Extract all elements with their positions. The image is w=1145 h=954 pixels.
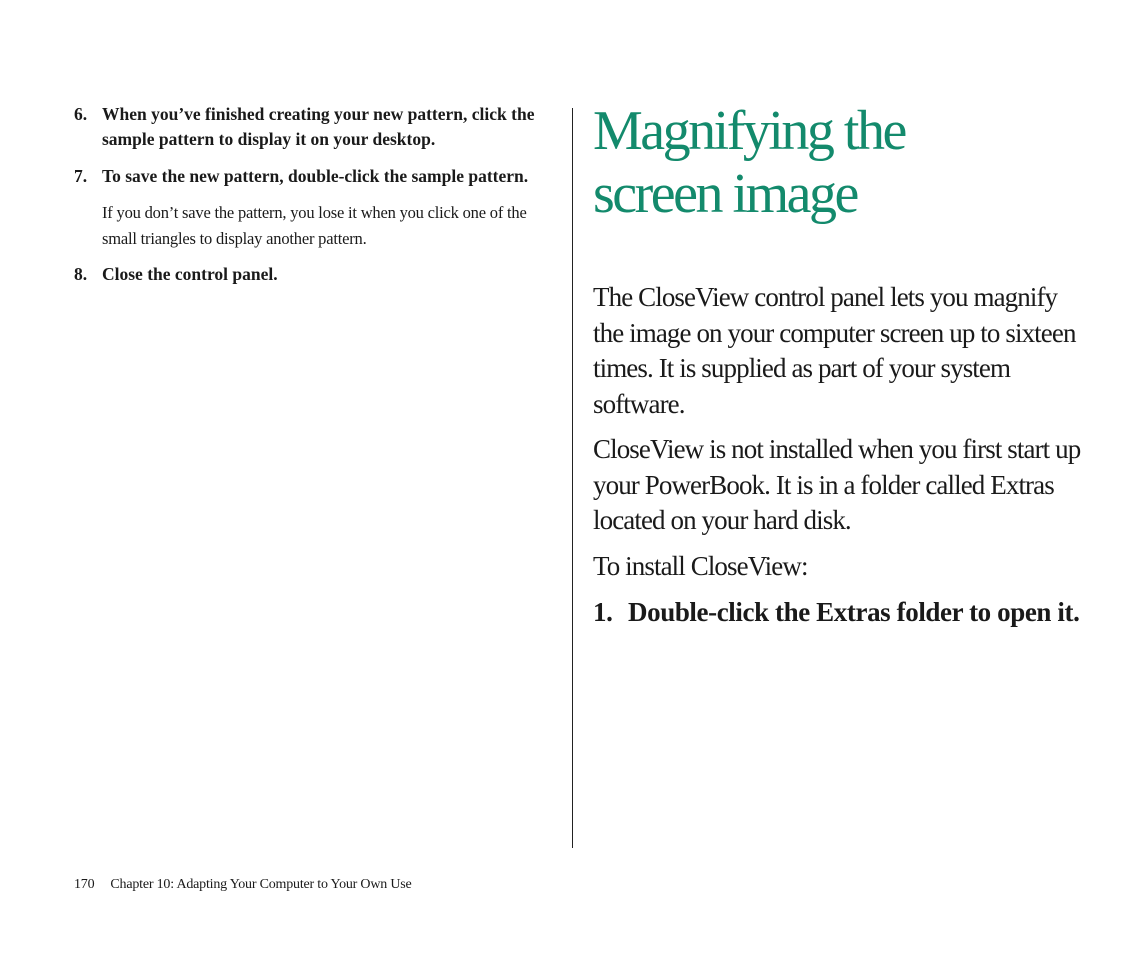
step-text: When you’ve finished creating your new pattern, click the sample pattern to display it on your desktop.	[102, 104, 535, 149]
step-7	[74, 164, 556, 189]
page-number: 170	[74, 877, 95, 892]
step-text: Double-click the Extras folder to open it.	[628, 597, 1080, 627]
column-divider	[572, 108, 573, 848]
step-number: 7.	[74, 166, 88, 186]
step-number: 6.	[74, 104, 88, 124]
section-heading	[593, 100, 1093, 226]
heading-line-2: screen image	[593, 163, 857, 225]
step-7-note: If you don’t save the pattern, you lose it when you click one of the small triangles to display another pattern.	[102, 203, 527, 248]
install-info-paragraph: CloseView is not installed when you first start up your PowerBook. It is in a folder called Extras located on your hard disk.	[593, 434, 1081, 535]
right-column	[593, 100, 1093, 630]
step-8	[74, 262, 556, 287]
step-number: 8.	[74, 264, 88, 284]
page-footer	[74, 875, 412, 895]
chapter-title: Chapter 10: Adapting Your Computer to Your Own Use	[110, 877, 412, 892]
intro-paragraph: The CloseView control panel lets you magnify the image on your computer screen up to sixteen times. It is supplied as part of your system software.	[593, 282, 1076, 419]
step-6	[74, 102, 556, 152]
step-number: 1.	[593, 597, 613, 627]
install-step-1	[593, 594, 1093, 630]
step-text: To save the new pattern, double-click the sample pattern.	[102, 166, 529, 186]
step-text: Close the control panel.	[102, 264, 278, 284]
install-lead-in: To install CloseView:	[593, 550, 808, 581]
left-column	[74, 102, 556, 299]
heading-line-1: Magnifying the	[593, 100, 905, 162]
